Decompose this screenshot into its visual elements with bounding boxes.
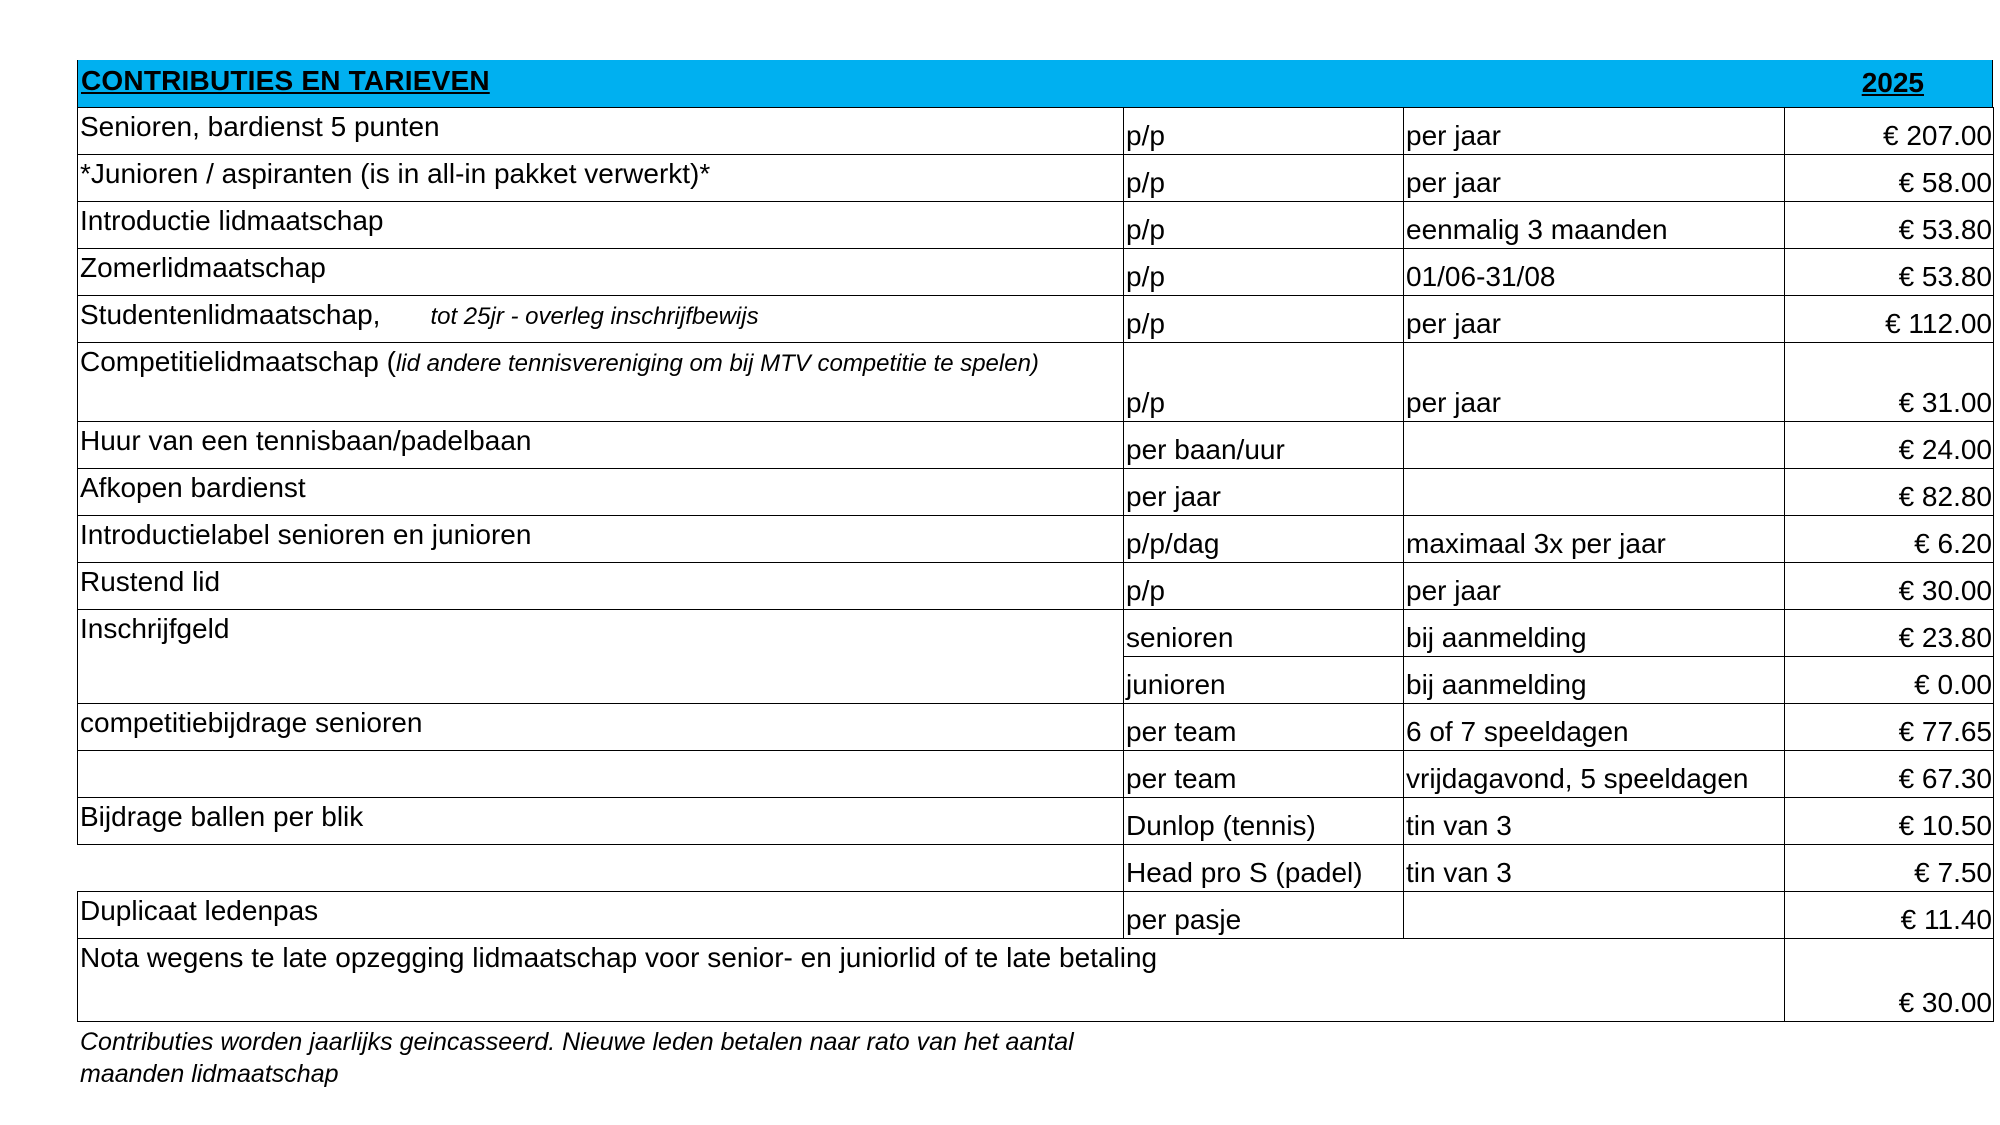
table-row [78, 202, 1994, 249]
row-description-empty [78, 845, 1124, 892]
row-description: Zomerlidmaatschap [78, 249, 1124, 296]
row-description [78, 751, 1124, 798]
row-description: Bijdrage ballen per blik [78, 798, 1124, 845]
row-amount: € 31.00 [1785, 343, 1994, 422]
row-amount: € 53.80 [1785, 202, 1994, 249]
row-unit: p/p/dag [1124, 516, 1404, 563]
row-unit: p/p [1124, 202, 1404, 249]
table-row [78, 610, 1994, 657]
row-amount: € 7.50 [1785, 845, 1994, 892]
table-row [78, 108, 1994, 155]
row-period: tin van 3 [1404, 798, 1785, 845]
competition-note: lid andere tennisvereniging om bij MTV competitie te spelen) [395, 350, 1039, 377]
row-period: per jaar [1404, 108, 1785, 155]
table-row [78, 469, 1994, 516]
row-description [78, 343, 1124, 422]
row-description: Nota wegens te late opzegging lidmaatschap voor senior- en juniorlid of te late betaling [78, 939, 1785, 1022]
row-unit: senioren [1124, 610, 1404, 657]
student-label: Studentenlidmaatschap, [80, 299, 381, 330]
table-row [78, 751, 1994, 798]
row-unit: per baan/uur [1124, 422, 1404, 469]
table-row [78, 249, 1994, 296]
row-period: 01/06-31/08 [1404, 249, 1785, 296]
row-description: Huur van een tennisbaan/padelbaan [78, 422, 1124, 469]
row-unit: per team [1124, 704, 1404, 751]
table-row [78, 296, 1994, 343]
competition-label: Competitielidmaatschap ( [80, 346, 396, 377]
row-period: tin van 3 [1404, 845, 1785, 892]
row-amount: € 77.65 [1785, 704, 1994, 751]
student-note: tot 25jr - overleg inschrijfbewijs [430, 303, 759, 330]
row-unit: p/p [1124, 249, 1404, 296]
row-unit: junioren [1124, 657, 1404, 704]
row-amount: € 207.00 [1785, 108, 1994, 155]
row-unit: Head pro S (padel) [1124, 845, 1404, 892]
row-amount: € 0.00 [1785, 657, 1994, 704]
row-unit: p/p [1124, 155, 1404, 202]
row-amount: € 67.30 [1785, 751, 1994, 798]
row-amount: € 30.00 [1785, 939, 1994, 1022]
table-row [78, 704, 1994, 751]
row-period: maximaal 3x per jaar [1404, 516, 1785, 563]
row-amount: € 82.80 [1785, 469, 1994, 516]
footnote: Contributies worden jaarlijks geincasseerd. Nieuwe leden betalen naar rato van het aantal maanden lidmaatschap [80, 1028, 1074, 1088]
row-unit: p/p [1124, 108, 1404, 155]
row-amount: € 30.00 [1785, 563, 1994, 610]
row-period [1404, 892, 1785, 939]
row-period: bij aanmelding [1404, 610, 1785, 657]
table-row [78, 155, 1994, 202]
row-period: per jaar [1404, 155, 1785, 202]
row-period: bij aanmelding [1404, 657, 1785, 704]
header-bar [77, 60, 1993, 107]
row-unit: p/p [1124, 563, 1404, 610]
row-period: per jaar [1404, 296, 1785, 343]
row-description: Introductie lidmaatschap [78, 202, 1124, 249]
row-period [1404, 422, 1785, 469]
row-unit: per pasje [1124, 892, 1404, 939]
row-amount: € 11.40 [1785, 892, 1994, 939]
table-row [78, 343, 1994, 422]
row-period: eenmalig 3 maanden [1404, 202, 1785, 249]
row-amount: € 24.00 [1785, 422, 1994, 469]
row-description: Duplicaat ledenpas [78, 892, 1124, 939]
row-description: competitiebijdrage senioren [78, 704, 1124, 751]
row-description: *Junioren / aspiranten (is in all-in pakket verwerkt)* [78, 155, 1124, 202]
tariff-sheet [77, 60, 1993, 1090]
row-description [78, 296, 1124, 343]
table-row [78, 798, 1994, 845]
table-row [78, 845, 1994, 892]
row-period: 6 of 7 speeldagen [1404, 704, 1785, 751]
table-row [78, 422, 1994, 469]
row-description: Senioren, bardienst 5 punten [78, 108, 1124, 155]
row-period: per jaar [1404, 563, 1785, 610]
row-amount: € 112.00 [1785, 296, 1994, 343]
row-period [1404, 469, 1785, 516]
row-period: per jaar [1404, 343, 1785, 422]
row-description: Rustend lid [78, 563, 1124, 610]
sheet-title: CONTRIBUTIES EN TARIEVEN [81, 65, 490, 96]
row-amount: € 23.80 [1785, 610, 1994, 657]
row-unit: per jaar [1124, 469, 1404, 516]
row-period: vrijdagavond, 5 speeldagen [1404, 751, 1785, 798]
row-description: Introductielabel senioren en junioren [78, 516, 1124, 563]
row-amount: € 6.20 [1785, 516, 1994, 563]
row-amount: € 10.50 [1785, 798, 1994, 845]
row-unit: p/p [1124, 296, 1404, 343]
year-label: 2025 [1861, 67, 1924, 98]
table-row [78, 563, 1994, 610]
table-row [78, 516, 1994, 563]
tariff-table [77, 107, 1994, 1022]
row-description: Inschrijfgeld [78, 610, 1124, 704]
table-row [78, 939, 1994, 1022]
row-amount: € 58.00 [1785, 155, 1994, 202]
row-unit: p/p [1124, 343, 1404, 422]
row-amount: € 53.80 [1785, 249, 1994, 296]
row-unit: per team [1124, 751, 1404, 798]
table-row [78, 892, 1994, 939]
row-description: Afkopen bardienst [78, 469, 1124, 516]
row-unit: Dunlop (tennis) [1124, 798, 1404, 845]
